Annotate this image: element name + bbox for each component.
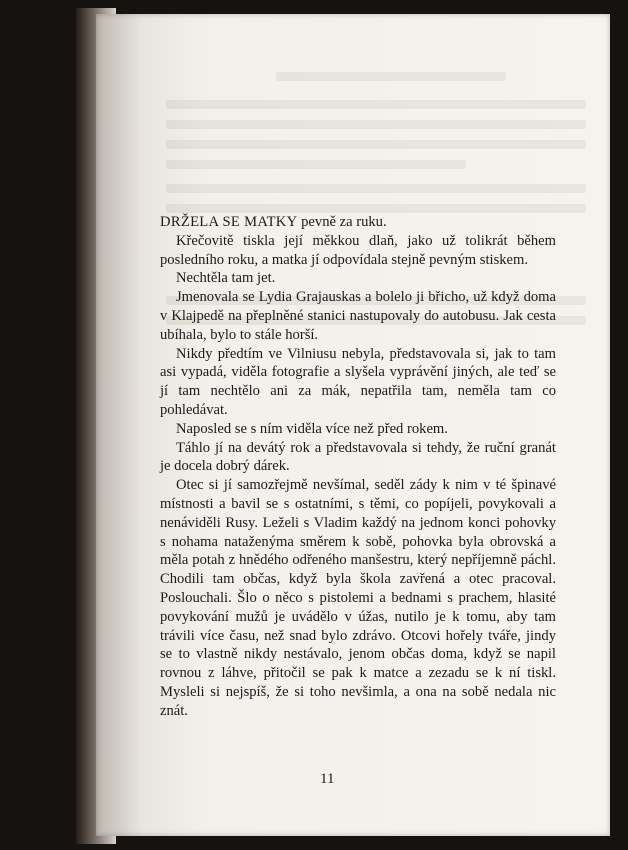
body-text [160, 213, 556, 721]
page-number: 11 [320, 771, 335, 787]
paragraph: Nechtěla tam jet. [176, 270, 276, 287]
paragraph: Nikdy předtím ve Vilniusu nebyla, představovala si, jak to tam asi vypadá, viděla fotografie a slyšela vyprávění jiných, ale teď se jí tam nechtělo ani za mák, nepatřila tam, neměla tam co pohledávat. [160, 345, 556, 418]
paragraph: Otec si jí samozřejmě nevšímal, seděl zády k nim v té špinavé místnosti a bavil se s ostatními, s těmi, co popíjeli, povykovali a nenáviděli Rusy. Leželi s Vladim každý na jednom konci pohovky s nohama nataženýma směrem k sobě, pohovka byla obrovská a měla potah z hnědého odřeného manšestru, který nepříjemně páchl. Chodili tam občas, když byla škola zavřená a otec pracoval. Poslouchali. Šlo o něco s pistolemi a bednami s prachem, hlasité povykování mužů je uvádělo v úžas, nutilo je k tomu, aby tam trávili více času, než snad bylo zdrávo. Otcovi hořely tváře, jindy se to vlastně nikdy nestávalo, jenom občas doma, když se napil rovnou z láhve, přitočil se pak k matce a zezadu se k ní tiskl. Mysleli si nejspíš, že si toho nevšimla, a ona na sobě nedala nic znát. [160, 477, 556, 719]
paragraph: Jmenovala se Lydia Grajauskas a bolelo ji břicho, už když doma v Klajpedě na přeplněné stanici nastupovaly do autobusu. Jak cesta ubíhala, bylo to stále horší. [160, 289, 556, 343]
opening-paragraph [160, 213, 556, 232]
paragraph: Táhlo jí na devátý rok a představovala si tehdy, že ruční granát je docela dobrý dárek. [160, 439, 556, 475]
opening-caps: DRŽELA SE MATKY [160, 214, 298, 230]
paragraph: Křečovitě tiskla její měkkou dlaň, jako už tolikrát během posledního roku, a matka jí odpovídala stejně pevným stiskem. [160, 232, 556, 268]
paragraph: Naposled se s ním viděla více než před rokem. [176, 420, 448, 437]
opening-rest: pevně za ruku. [297, 214, 387, 230]
